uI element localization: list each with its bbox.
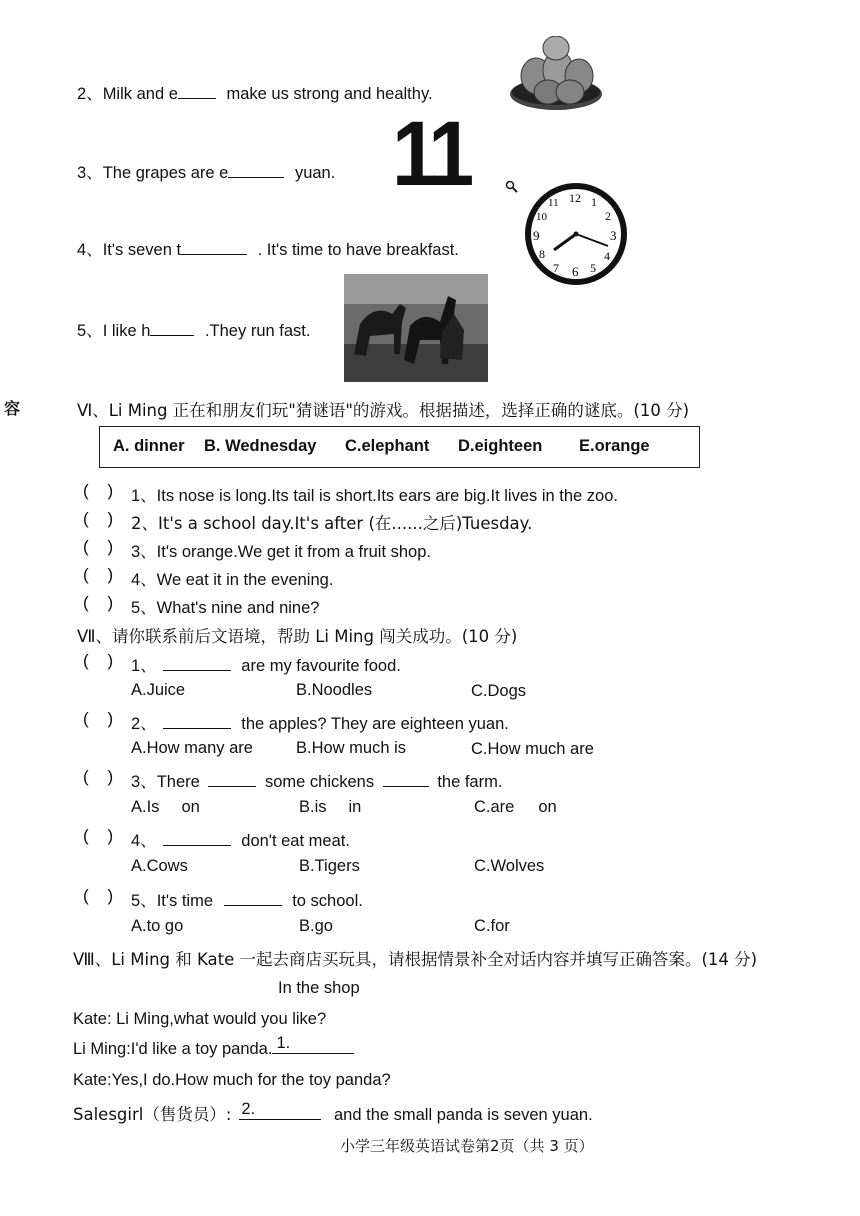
question-number: 4、 (131, 832, 157, 850)
question-number: 5、 (77, 322, 103, 340)
riddle-question-3: 3、It's orange.We get it from a fruit shop. (131, 543, 431, 561)
dialogue-text: Salesgirl（售货员）: (73, 1105, 232, 1124)
answer-blank[interactable] (181, 241, 247, 255)
q3-option-a: A.Is on (131, 798, 200, 816)
q3-option-c: C.are on (474, 798, 557, 816)
answer-blank[interactable] (163, 657, 231, 671)
question-number: 1、 (131, 657, 157, 675)
dialogue-text: Li Ming:I'd like a toy panda. (73, 1040, 273, 1058)
option-a: A. dinner (113, 437, 185, 455)
q3-option-b: B.is in (299, 798, 362, 816)
question-number: 2、 (131, 715, 157, 733)
riddle-question-2: 2、It's a school day.It's after (在......之后)Tuesday. (131, 514, 533, 533)
dialogue-line-4 (73, 1101, 593, 1125)
dialogue-line-1: Kate: Li Ming,what would you like? (73, 1010, 327, 1028)
option-d: D.eighteen (458, 437, 543, 455)
clock-num-2: 2 (605, 209, 611, 223)
answer-blank[interactable] (163, 715, 231, 729)
q1-option-a: A.Juice (131, 681, 186, 699)
dialogue-text-end: and the small panda is seven yuan. (334, 1106, 593, 1124)
answer-paren-vi-4[interactable]: ( ) (83, 565, 114, 584)
answer-paren-vii-1[interactable]: ( ) (83, 651, 114, 670)
clock-num-7: 7 (553, 261, 559, 275)
question-v-5 (77, 317, 310, 341)
q5-option-c: C.for (474, 917, 510, 935)
riddle-options-box (99, 426, 700, 468)
margin-text: 容 (4, 399, 21, 418)
q2-option-a: A.How many are (131, 739, 253, 757)
question-text: There (156, 773, 200, 791)
question-v-4 (77, 236, 459, 260)
answer-paren-vii-2[interactable]: ( ) (83, 709, 114, 728)
dialogue-line-3: Kate:Yes,I do.How much for the toy panda? (73, 1071, 391, 1089)
question-text-middle: some chickens (264, 773, 375, 791)
question-text: It's seven t (102, 241, 182, 259)
riddle-question-1: 1、Its nose is long.Its tail is short.Its ears are big.It lives in the zoo. (131, 487, 618, 505)
question-text: are my favourite food. (241, 657, 401, 675)
question-v-2 (77, 80, 433, 104)
question-text-end: the farm. (437, 773, 503, 791)
q2-option-b: B.How much is (296, 739, 407, 757)
clock-num-5: 5 (590, 261, 596, 275)
question-text-end: . It's time to have breakfast. (257, 241, 459, 259)
number-picture: 11 (392, 103, 469, 205)
horses-picture (344, 274, 488, 382)
question-number: 3、 (131, 773, 157, 791)
eggs-basket-picture (506, 36, 606, 114)
question-v-3 (77, 159, 335, 183)
section-viii-title: Ⅷ、Li Ming 和 Kate 一起去商店买玩具，请根据情景补全对话内容并填写正确答案。(14 分) (73, 950, 758, 969)
q5-option-a: A.to go (131, 917, 184, 935)
blank-label: 2. (241, 1100, 256, 1118)
dialogue-blank-2[interactable] (239, 1100, 321, 1120)
option-b: B. Wednesday (204, 437, 317, 455)
question-text: the apples? They are eighteen yuan. (241, 715, 509, 733)
section-vi-title: Ⅵ、Li Ming 正在和朋友们玩"猜谜语"的游戏。根据描述，选择正确的谜底。(10 分) (77, 401, 690, 420)
page-footer: 小学三年级英语试卷第2页（共 3 页） (340, 1137, 594, 1155)
question-text: The grapes are e (102, 164, 229, 182)
answer-blank[interactable] (208, 773, 256, 787)
option-e: E.orange (579, 437, 650, 455)
question-text-end: yuan. (294, 164, 336, 182)
answer-paren-vii-3[interactable]: ( ) (83, 767, 114, 786)
answer-blank[interactable] (150, 322, 194, 336)
question-text-end: make us strong and healthy. (226, 85, 433, 103)
clock-num-6: 6 (572, 264, 579, 279)
question-text: Milk and e (102, 85, 178, 103)
answer-blank[interactable] (224, 892, 282, 906)
question-text: don't eat meat. (241, 832, 350, 850)
answer-blank[interactable] (383, 773, 429, 787)
choice-question-1 (131, 652, 401, 676)
choice-question-2 (131, 710, 509, 734)
question-number: 2、 (77, 85, 103, 103)
q4-option-a: A.Cows (131, 857, 188, 875)
section-vii-title: Ⅶ、请你联系前后文语境，帮助 Li Ming 闯关成功。(10 分) (77, 627, 518, 646)
magnifier-icon (505, 180, 519, 194)
q4-option-b: B.Tigers (299, 857, 360, 875)
answer-paren-vi-1[interactable]: ( ) (83, 481, 114, 500)
question-number: 3、 (77, 164, 103, 182)
question-text-end: .They run fast. (204, 322, 311, 340)
choice-question-3 (131, 768, 502, 792)
dialogue-line-2 (73, 1034, 354, 1059)
riddle-question-4: 4、We eat it in the evening. (131, 571, 334, 589)
answer-paren-vii-4[interactable]: ( ) (83, 826, 114, 845)
q1-option-b: B.Noodles (296, 681, 373, 699)
clock-num-12: 12 (569, 191, 581, 205)
question-text: It's time (156, 892, 214, 910)
clock-num-11: 11 (548, 197, 559, 209)
question-number: 5、 (131, 892, 157, 910)
dialogue-subtitle: In the shop (278, 979, 360, 997)
q1-option-c: C.Dogs (471, 682, 527, 700)
clock-num-1: 1 (591, 195, 597, 209)
blank-label: 1. (276, 1034, 291, 1052)
clock-num-10: 10 (536, 211, 547, 223)
dialogue-blank-1[interactable] (272, 1034, 354, 1054)
clock-picture (522, 182, 630, 286)
riddle-question-5: 5、What's nine and nine? (131, 599, 320, 617)
question-text-end: to school. (292, 892, 363, 910)
answer-blank[interactable] (228, 164, 284, 178)
answer-paren-vi-3[interactable]: ( ) (83, 537, 114, 556)
answer-blank[interactable] (178, 85, 216, 99)
question-text: I like h (102, 322, 151, 340)
clock-num-9: 9 (533, 228, 540, 243)
choice-question-5 (131, 887, 363, 911)
clock-num-8: 8 (539, 247, 545, 261)
question-number: 4、 (77, 241, 103, 259)
choice-question-4 (131, 827, 350, 851)
clock-num-3: 3 (610, 228, 617, 243)
answer-blank[interactable] (163, 832, 231, 846)
answer-paren-vi-2[interactable]: ( ) (83, 509, 114, 528)
q4-option-c: C.Wolves (474, 857, 545, 875)
answer-paren-vi-5[interactable]: ( ) (83, 593, 114, 612)
q5-option-b: B.go (299, 917, 333, 935)
answer-paren-vii-5[interactable]: ( ) (83, 886, 114, 905)
option-c: C.elephant (345, 437, 430, 455)
q2-option-c: C.How much are (471, 740, 594, 758)
clock-num-4: 4 (604, 249, 610, 263)
